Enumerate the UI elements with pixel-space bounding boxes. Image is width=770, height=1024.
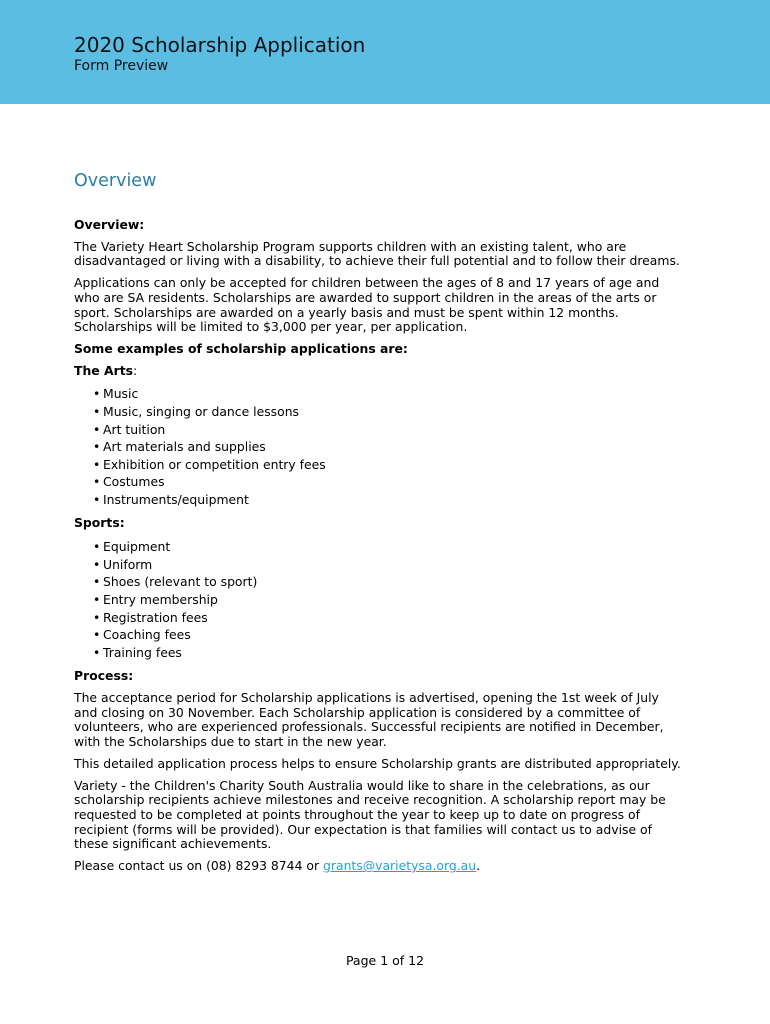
arts-list bbox=[74, 385, 684, 508]
list-item: • Shoes (relevant to sport) bbox=[93, 573, 684, 591]
contact-suffix: . bbox=[476, 858, 481, 874]
list-item: • Training fees bbox=[93, 644, 684, 662]
page-subtitle: Form Preview bbox=[74, 58, 169, 74]
list-item: • Art materials and supplies bbox=[93, 438, 684, 456]
list-item: • Music, singing or dance lessons bbox=[93, 403, 684, 421]
list-item: • Uniform bbox=[93, 556, 684, 574]
contact-paragraph bbox=[74, 859, 684, 874]
process-paragraph-3: Variety - the Children's Charity South Australia would like to share in the celebrations, as our scholarship recipients achieve milestones and receive recognition. A scholarship report may be requested to be completed at points throughout the year to keep up to date on progress of recipient (forms will be provided). Our expectation is that families will contact us to advise of these significant achievements. bbox=[74, 777, 666, 852]
process-paragraph-2: This detailed application process helps to ensure Scholarship grants are distributed appropriately. bbox=[74, 755, 681, 771]
list-item: • Coaching fees bbox=[93, 626, 684, 644]
list-item: • Instruments/equipment bbox=[93, 491, 684, 509]
overview-section bbox=[74, 170, 684, 881]
arts-label: The Arts bbox=[74, 362, 133, 378]
process-paragraph-1: The acceptance period for Scholarship applications is advertised, opening the 1st week of July and closing on 30 November. Each Scholarship application is considered by a committee of volunteers, who are experienced professionals. Successful recipients are notified in December, with the Scholarships due to start in the new year. bbox=[74, 690, 664, 750]
page-title: 2020 Scholarship Application bbox=[74, 33, 366, 57]
list-item: • Registration fees bbox=[93, 609, 684, 627]
page-number: Page 1 of 12 bbox=[345, 953, 425, 968]
list-item: • Art tuition bbox=[93, 421, 684, 439]
list-item: • Entry membership bbox=[93, 591, 684, 609]
list-item: • Music bbox=[93, 385, 684, 403]
sports-list bbox=[74, 538, 684, 661]
arts-label-row bbox=[74, 364, 684, 379]
overview-label: Overview: bbox=[74, 217, 145, 232]
email-link[interactable]: grants@varietysa.org.au bbox=[323, 858, 477, 874]
list-item: • Equipment bbox=[93, 538, 684, 556]
eligibility-paragraph: Applications can only be accepted for children between the ages of 8 and 17 years of age and who are SA residents. Scholarships are awarded to support children in the areas of the arts or sport. Scholarships are awarded on a yearly basis and must be spent within 12 months. Scholarships will be limited to $3,000 per year, per application. bbox=[74, 275, 660, 335]
contact-prefix: Please contact us on (08) 8293 8744 or bbox=[74, 858, 324, 874]
intro-paragraph: The Variety Heart Scholarship Program supports children with an existing talent, who are disadvantaged or living with a disability, to achieve their full potential and to follow their dreams. bbox=[74, 238, 680, 269]
page-header bbox=[0, 0, 770, 104]
section-heading: Overview bbox=[74, 171, 157, 191]
list-item: • Exhibition or competition entry fees bbox=[93, 456, 684, 474]
sports-label: Sports: bbox=[74, 515, 125, 531]
examples-label: Some examples of scholarship applications are: bbox=[74, 340, 408, 356]
arts-colon: : bbox=[133, 362, 138, 378]
list-item: • Costumes bbox=[93, 473, 684, 491]
process-label: Process: bbox=[74, 668, 134, 684]
